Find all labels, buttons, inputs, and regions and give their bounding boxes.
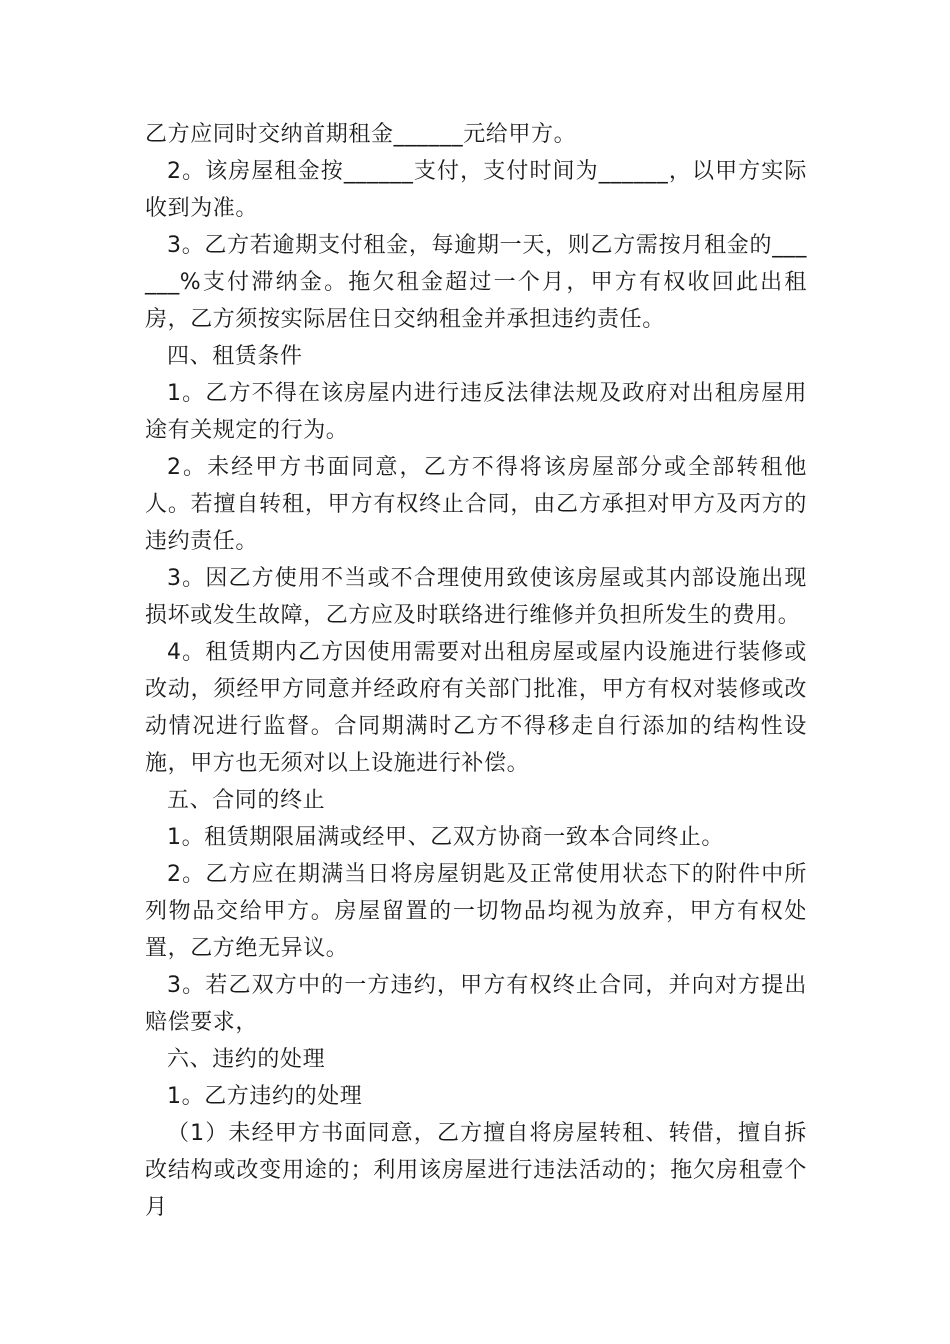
subheading-tenant-breach: 1。乙方违约的处理 (167, 1084, 363, 1109)
section-heading-breach-handling: 六、违约的处理 (167, 1047, 326, 1072)
section-heading-termination: 五、合同的终止 (167, 788, 326, 813)
paragraph-key-return: 2。乙方应在期满当日将房屋钥匙及正常使用状态下的附件中所列物品交给甲方。房屋留置的一切物品均视为放弃，甲方有权处置，乙方绝无异议。 (145, 862, 807, 961)
section-heading-lease-conditions: 四、租赁条件 (167, 344, 303, 369)
document-page (145, 116, 807, 1226)
paragraph-lawful-use: 1。乙方不得在该房屋内进行违反法律法规及政府对出租房屋用途有关规定的行为。 (145, 381, 807, 443)
paragraph-tenant-breach-cases: （1）未经甲方书面同意，乙方擅自将房屋转租、转借，擅自拆改结构或改变用途的；利用该房屋进行违法活动的；拖欠房租壹个月 (145, 1121, 807, 1220)
paragraph-rent-payment-method: 2。该房屋租金按______支付，支付时间为______，以甲方实际收到为准。 (145, 159, 807, 221)
paragraph-late-payment: 3。乙方若逾期支付租金，每逾期一天，则乙方需按月租金的______%支付滞纳金。拖欠租金超过一个月，甲方有权收回此出租房，乙方须按实际居住日交纳租金并承担违约责任。 (145, 233, 807, 332)
paragraph-first-rent-payment: 乙方应同时交纳首期租金______元给甲方。 (145, 122, 577, 147)
paragraph-breach-termination: 3。若乙双方中的一方违约，甲方有权终止合同，并向对方提出赔偿要求， (145, 973, 807, 1035)
paragraph-no-sublease: 2。未经甲方书面同意，乙方不得将该房屋部分或全部转租他人。若擅自转租，甲方有权终止合同，由乙方承担对甲方及丙方的违约责任。 (145, 455, 807, 554)
paragraph-term-expiry: 1。租赁期限届满或经甲、乙双方协商一致本合同终止。 (167, 825, 724, 850)
paragraph-damage-repair: 3。因乙方使用不当或不合理使用致使该房屋或其内部设施出现损坏或发生故障，乙方应及时联络进行维修并负担所发生的费用。 (145, 566, 807, 628)
paragraph-renovation: 4。租赁期内乙方因使用需要对出租房屋或屋内设施进行装修或改动，须经甲方同意并经政府有关部门批准，甲方有权对装修或改动情况进行监督。合同期满时乙方不得移走自行添加的结构性设施，甲方也无须对以上设施进行补偿。 (145, 640, 807, 776)
